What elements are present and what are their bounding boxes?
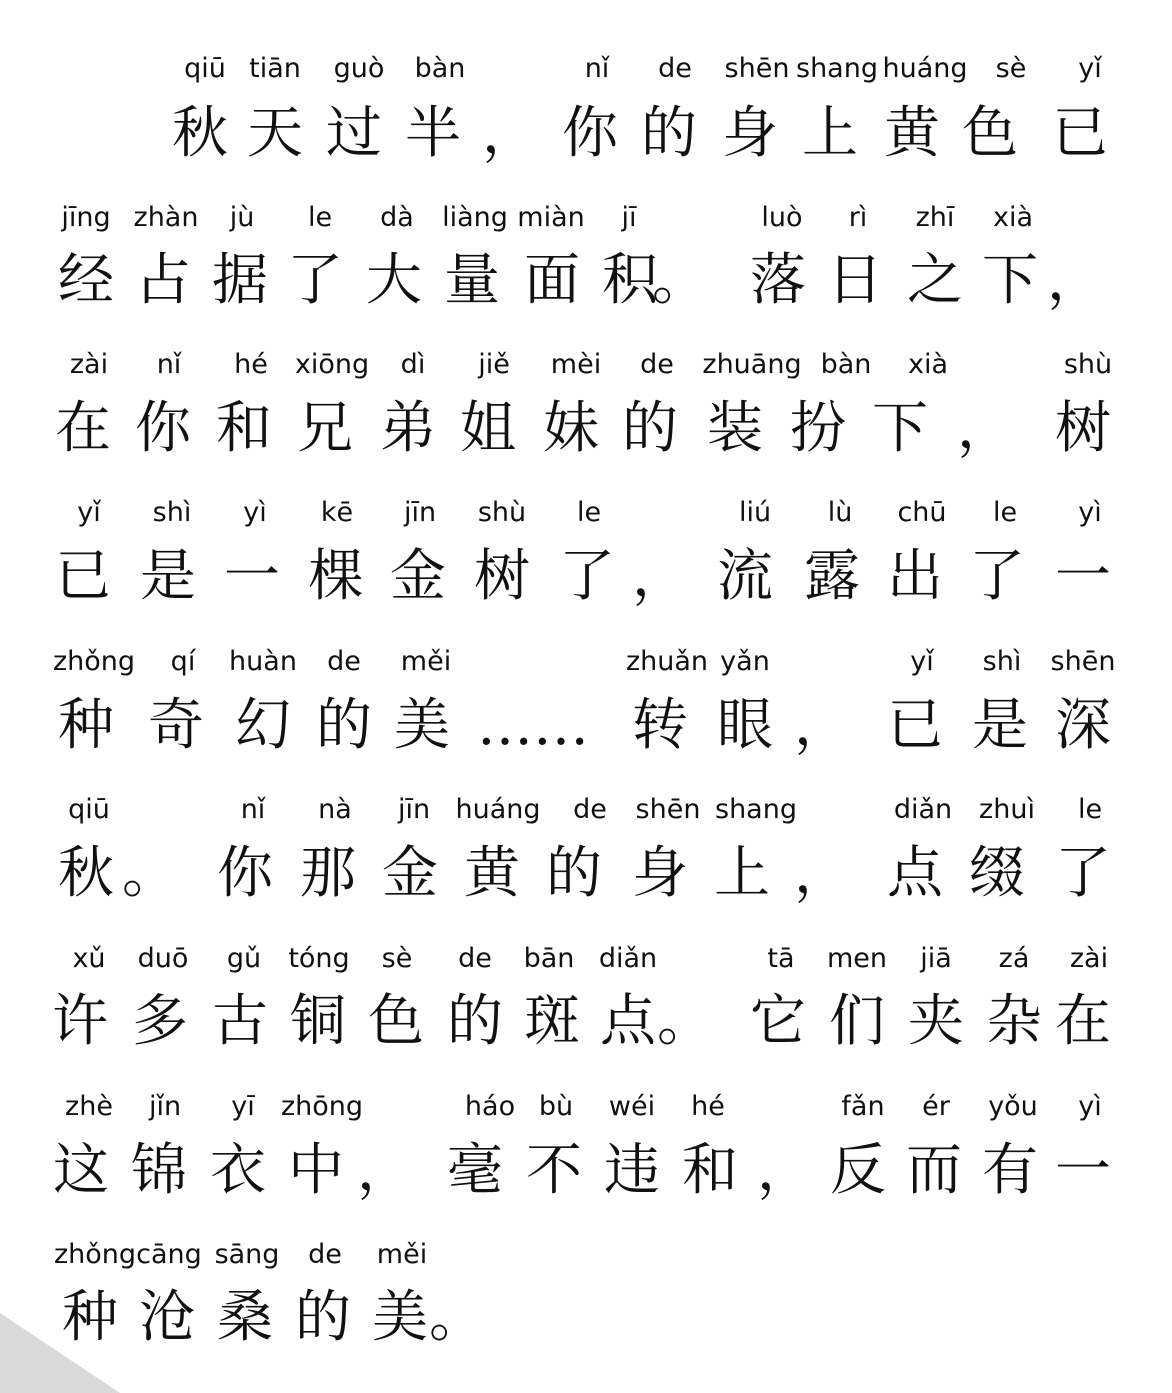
hanzi-character: 你 [217,841,273,906]
hanzi-character: 了 [1055,841,1111,906]
hanzi-character: 斑 [524,989,580,1054]
hanzi-character: 日 [827,248,883,313]
pinyin-syllable: měi [400,646,452,677]
pinyin-syllable: yī [231,1091,255,1122]
hanzi-character: ， [757,1138,813,1203]
hanzi-character: 你 [135,396,191,461]
hanzi-character: 不 [526,1138,582,1203]
hanzi-character: 的 [447,989,503,1054]
hanzi-character: 已 [1052,101,1108,166]
pinyin-syllable: zhǒng [53,1239,137,1270]
pinyin-syllable: zài [1069,943,1109,974]
hanzi-character: 那 [300,841,356,906]
pinyin-syllable: shì [152,497,192,528]
hanzi-character: 已 [887,693,943,758]
pinyin-syllable: shēn [635,794,701,825]
pinyin-syllable: zhè [65,1091,113,1122]
pinyin-syllable: diǎn [893,794,953,825]
hanzi-character: 黄 [884,101,940,166]
pinyin-syllable: jīn [397,794,431,825]
hanzi-character: 色 [368,989,424,1054]
hanzi-character: 半 [405,101,461,166]
pinyin-syllable: zá [998,943,1030,974]
hanzi-character: ， [482,101,538,166]
hanzi-character: 这 [53,1138,109,1203]
hanzi-character: 弟 [380,396,436,461]
pinyin-syllable: nà [318,794,352,825]
pinyin-syllable: sè [381,943,413,974]
pinyin-syllable: yǒu [988,1091,1038,1122]
hanzi-character: ， [794,693,850,758]
pinyin-syllable: le [576,497,602,528]
hanzi-character: 种 [62,1285,118,1350]
pinyin-syllable: rì [848,202,868,233]
pinyin-syllable: mèi [550,349,602,380]
hanzi-character: 转 [632,693,688,758]
hanzi-character: 们 [829,989,885,1054]
pinyin-syllable: qiū [184,53,226,84]
hanzi-character: 秋 [58,841,114,906]
hanzi-character: 桑 [217,1285,273,1350]
pinyin-syllable: shang [796,53,878,84]
hanzi-character: 的 [622,396,678,461]
hanzi-character: 黄 [464,841,520,906]
hanzi-character: 流 [717,544,773,609]
hanzi-character: 杂 [986,989,1042,1054]
hanzi-character: 了 [287,248,343,313]
hanzi-character: 量 [444,248,500,313]
hanzi-character: 了 [559,544,615,609]
pinyin-syllable: miàn [517,202,585,233]
hanzi-character: 种 [58,693,114,758]
hanzi-character: 色 [962,101,1018,166]
pinyin-syllable: bù [538,1091,574,1122]
pinyin-syllable: xià [992,202,1034,233]
hanzi-character: 和 [216,396,272,461]
pinyin-syllable: háo [464,1091,516,1122]
pinyin-syllable: qí [170,646,196,677]
hanzi-character: 点 [600,989,656,1054]
pinyin-syllable: zhuāng [702,349,802,380]
hanzi-character: 上 [714,841,770,906]
hanzi-character: 有 [982,1138,1038,1203]
hanzi-character: 的 [295,1285,351,1350]
pinyin-syllable: liú [738,497,772,528]
hanzi-character: 奇 [148,693,204,758]
hanzi-character: 上 [802,101,858,166]
pinyin-syllable: jiā [920,943,952,974]
pinyin-syllable: tā [767,943,795,974]
hanzi-character: 美 [372,1285,428,1350]
hanzi-character: 眼 [717,693,773,758]
pinyin-syllable: qiū [68,794,110,825]
corner-fold-decoration [0,1313,120,1393]
pinyin-syllable: sè [995,53,1027,84]
pinyin-syllable: kē [320,497,354,528]
hanzi-character: 多 [132,989,188,1054]
pinyin-syllable: de [327,646,361,677]
hanzi-character: …… [477,693,589,758]
hanzi-character: 大 [366,248,422,313]
pinyin-syllable: jǐn [148,1091,182,1122]
pinyin-syllable: duō [137,943,189,974]
hanzi-character: ， [1047,248,1103,313]
hanzi-character: 许 [52,989,108,1054]
pinyin-syllable: dì [400,349,426,380]
pinyin-syllable: zhōng [280,1091,364,1122]
pinyin-syllable: huàn [229,646,297,677]
hanzi-character: 衣 [210,1138,266,1203]
pinyin-syllable: jī [621,202,637,233]
pinyin-syllable: jiě [478,349,510,380]
pinyin-syllable: gǔ [226,943,262,974]
pinyin-syllable: de [658,53,692,84]
pinyin-syllable: shēn [1050,646,1116,677]
pinyin-syllable: shì [982,646,1022,677]
hanzi-character: 金 [390,544,446,609]
hanzi-character: 金 [382,841,438,906]
pinyin-syllable: xià [907,349,949,380]
hanzi-character: 下 [982,248,1038,313]
hanzi-character: 点 [887,841,943,906]
hanzi-character: 扮 [790,396,846,461]
pinyin-syllable: wéi [608,1091,656,1122]
hanzi-character: 违 [604,1138,660,1203]
hanzi-character: 的 [316,693,372,758]
hanzi-character: 出 [887,544,943,609]
pinyin-syllable: de [308,1239,342,1270]
hanzi-character: 天 [247,101,303,166]
hanzi-character: 沧 [139,1285,195,1350]
hanzi-character: 秋 [172,101,228,166]
hanzi-character: 的 [641,101,697,166]
pinyin-syllable: liàng [442,202,508,233]
pinyin-syllable: shù [1063,349,1113,380]
pinyin-syllable: le [992,497,1018,528]
pinyin-syllable: dà [380,202,414,233]
hanzi-character: 一 [1055,1138,1111,1203]
hanzi-character: ， [794,841,850,906]
pinyin-syllable: yǎn [720,646,770,677]
pinyin-syllable: yǐ [1078,53,1102,84]
hanzi-character: 姐 [460,396,516,461]
hanzi-character: 之 [907,248,963,313]
pinyin-syllable: de [640,349,674,380]
hanzi-character: 的 [546,841,602,906]
pinyin-syllable: jīng [61,202,111,233]
pinyin-syllable: guò [333,53,385,84]
hanzi-character: 反 [830,1138,886,1203]
pinyin-syllable: bàn [414,53,466,84]
hanzi-character: ， [957,396,1013,461]
hanzi-character: 是 [972,693,1028,758]
pinyin-syllable: huáng [882,53,968,84]
hanzi-character: 而 [906,1138,962,1203]
pinyin-syllable: le [307,202,333,233]
pinyin-syllable: yǐ [910,646,934,677]
pinyin-syllable: yǐ [77,497,101,528]
hanzi-character: 露 [804,544,860,609]
hanzi-character: 美 [394,693,450,758]
hanzi-character: 幻 [235,693,291,758]
pinyin-syllable: zhuì [979,794,1035,825]
hanzi-character: 装 [707,396,763,461]
hanzi-character: 经 [58,248,114,313]
hanzi-character: 。 [122,841,178,906]
hanzi-character: 占 [135,248,191,313]
pinyin-syllable: shù [477,497,527,528]
hanzi-character: 下 [872,396,928,461]
pinyin-syllable: huáng [455,794,541,825]
pinyin-syllable: shēn [724,53,790,84]
hanzi-character: 落 [750,248,806,313]
hanzi-character: 中 [288,1138,344,1203]
pinyin-syllable: zài [69,349,109,380]
hanzi-character: 树 [474,544,530,609]
hanzi-character: 铜 [290,989,346,1054]
pinyin-syllable: tóng [288,943,350,974]
pinyin-syllable: nǐ [240,794,266,825]
hanzi-character: 一 [224,544,280,609]
hanzi-character: ， [357,1138,413,1203]
hanzi-character: 兄 [297,396,353,461]
pinyin-syllable: shang [715,794,797,825]
pinyin-syllable: zhuǎn [625,646,709,677]
pinyin-syllable: xǔ [72,943,106,974]
hanzi-character: 面 [524,248,580,313]
pinyin-syllable: yì [243,497,267,528]
hanzi-character: 身 [722,101,778,166]
pinyin-syllable: hé [234,349,268,380]
pinyin-syllable: měi [376,1239,428,1270]
pinyin-syllable: sāng [214,1239,280,1270]
pinyin-syllable: chū [897,497,947,528]
pinyin-syllable: fǎn [841,1091,885,1122]
hanzi-character: 深 [1055,693,1111,758]
hanzi-character: ， [632,544,688,609]
pinyin-syllable: jù [229,202,255,233]
pinyin-syllable: nǐ [156,349,182,380]
hanzi-character: 你 [562,101,618,166]
hanzi-character: 。 [657,989,713,1054]
hanzi-character: 已 [55,544,111,609]
hanzi-character: 了 [969,544,1025,609]
pinyin-syllable: cāng [136,1239,202,1270]
hanzi-character: 在 [1055,989,1111,1054]
hanzi-character: 古 [212,989,268,1054]
hanzi-character: 妹 [543,396,599,461]
hanzi-character: 据 [212,248,268,313]
pinyin-syllable: yì [1078,497,1102,528]
hanzi-character: 树 [1055,396,1111,461]
pinyin-syllable: zhàn [133,202,199,233]
pinyin-syllable: hé [691,1091,725,1122]
hanzi-character: 过 [326,101,382,166]
hanzi-character: 毫 [447,1138,503,1203]
hanzi-character: 。 [429,1285,485,1350]
hanzi-character: 夹 [908,989,964,1054]
pinyin-syllable: lù [827,497,853,528]
pinyin-syllable: luò [761,202,803,233]
pinyin-syllable: men [826,943,888,974]
pinyin-syllable: nǐ [584,53,610,84]
pinyin-syllable: diǎn [598,943,658,974]
pinyin-syllable: le [1077,794,1103,825]
pinyin-syllable: yì [1078,1091,1102,1122]
hanzi-character: 一 [1055,544,1111,609]
hanzi-character: 身 [632,841,688,906]
hanzi-character: 。 [652,248,708,313]
pinyin-syllable: zhǒng [52,646,136,677]
pinyin-syllable: bān [523,943,575,974]
pinyin-syllable: bàn [820,349,872,380]
pinyin-syllable: de [458,943,492,974]
pinyin-syllable: zhī [915,202,955,233]
pinyin-syllable: tiān [249,53,301,84]
hanzi-character: 是 [140,544,196,609]
hanzi-character: 和 [682,1138,738,1203]
hanzi-character: 锦 [131,1138,187,1203]
hanzi-character: 棵 [308,544,364,609]
pinyin-syllable: xiōng [294,349,370,380]
hanzi-character: 它 [750,989,806,1054]
hanzi-character: 缀 [969,841,1025,906]
hanzi-character: 积 [602,248,658,313]
pinyin-syllable: ér [922,1091,950,1122]
pinyin-syllable: jīn [403,497,437,528]
pinyin-syllable: de [573,794,607,825]
hanzi-character: 在 [55,396,111,461]
